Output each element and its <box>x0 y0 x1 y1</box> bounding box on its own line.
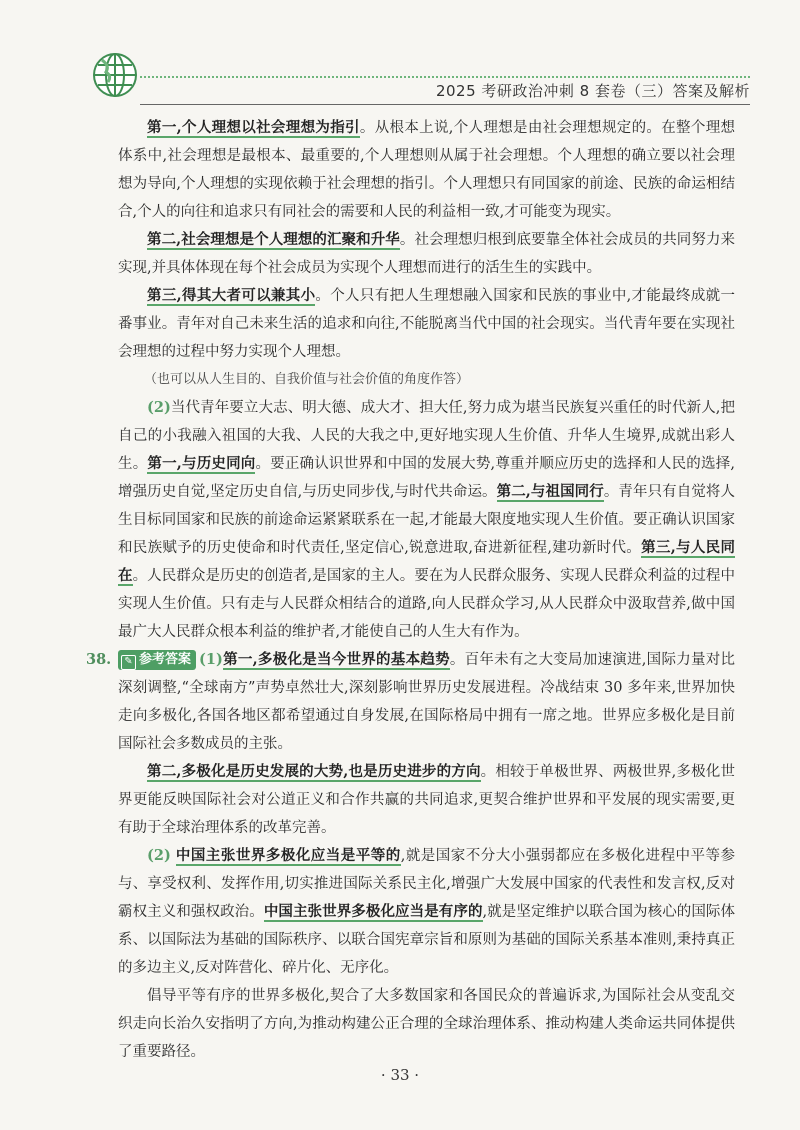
paragraph-text: 。百年未有之大变局加速演进,国际力量对比深刻调整,“全球南方”声势卓然壮大,深刻影响世界历史发展进程。冷战结束 30 多年来,世界加快走向多极化,各国各地区都希望通过自身发展,在国际格局中拥有一席之地。世界应多极化是目前国际社会多数成员的主张。 <box>118 652 736 752</box>
key-point: 第三,得其大者可以兼其小 <box>147 287 316 304</box>
sub-question-number: (2) <box>147 399 171 416</box>
paragraph <box>118 842 735 982</box>
key-point: 中国主张世界多极化应当是有序的 <box>263 903 483 920</box>
header-dotted-line <box>140 76 750 78</box>
paragraph-text: 。从根本上说,个人理想是由社会理想规定的。在整个理想体系中,社会理想是最根本、最重要的,个人理想则从属于社会理想。个人理想的确立要以社会理想为导向,个人理想的实现依赖于社会理想的指引。个人理想只有同国家的前途、民族的命运相结合,个人的向往和追求只有同社会的需要和人民的利益相一致,才可能变为现实。 <box>118 120 736 220</box>
paragraph-text: 倡导平等有序的世界多极化,契合了大多数国家和各国民众的普遍诉求,为国际社会从变乱交织走向长治久安指明了方向,为推动构建公正合理的全球治理体系、推动构建人类命运共同体提供了重要路径。 <box>118 988 735 1060</box>
key-point: 第二,与祖国同行 <box>496 483 604 500</box>
badge-label: 参考答案 <box>139 652 192 667</box>
key-point: 第二,多极化是历史发展的大势,也是历史进步的方向 <box>147 763 481 780</box>
key-point: 中国主张世界多极化应当是平等的 <box>175 847 401 864</box>
globe-logo-icon <box>92 52 138 98</box>
page-number: · 33 · <box>380 1066 420 1084</box>
key-point: 第三,与人民同在 <box>118 539 735 584</box>
paragraph <box>118 982 735 1066</box>
reference-answer-badge <box>118 650 196 670</box>
paragraph <box>118 394 735 646</box>
paragraph-text: 。要正确认识世界和中国的发展大势,尊重并顺应历史的选择和人民的选择,增强历史自觉,坚定历史自信,与历史同步伐,与时代共命运。 <box>118 456 735 500</box>
paragraph-text: 。社会理想归根到底要靠全体社会成员的共同努力来实现,并具体体现在每个社会成员为实现个人理想而进行的活生生的实践中。 <box>118 232 736 276</box>
paragraph-text: ,就是国家不分大小强弱都应在多极化进程中平等参与、享受权利、发挥作用,切实推进国际关系民主化,增强广大发展中国家的代表性和发言权,反对霸权主义和强权政治。 <box>118 848 736 920</box>
paragraph-text: 。青年只有自觉将人生目标同国家和民族的前途命运紧紧联系在一起,才能最大限度地实现人生价值。要正确认识国家和民族赋予的历史使命和时代责任,坚定信心,锐意进取,奋进新征程,建功新时代。 <box>118 484 735 556</box>
answer-note: （也可以从人生目的、自我价值与社会价值的角度作答） <box>144 372 470 387</box>
page-header <box>0 0 800 110</box>
header-rule <box>140 104 750 105</box>
pencil-icon: ✎ <box>121 655 136 670</box>
key-point: 第二,社会理想是个人理想的汇聚和升华 <box>147 231 400 248</box>
question-number: 38. <box>86 651 112 668</box>
paragraph <box>118 114 735 226</box>
key-point: 第一,与历史同向 <box>147 455 256 472</box>
paragraph-text: 。人民群众是历史的创造者,是国家的主人。要在为人民群众服务、实现人民群众利益的过程中实现人生价值。只有走与人民群众相结合的道路,向人民群众学习,从人民群众中汲取营养,做中国最广大人民群众根本利益的维护者,才能使自己的人生大有作为。 <box>118 568 736 640</box>
key-point: 第一,多极化是当今世界的基本趋势 <box>222 651 450 668</box>
sub-question-number: (1) <box>199 651 223 668</box>
paragraph-text: 当代青年要立大志、明大德、成大才、担大任,努力成为堪当民族复兴重任的时代新人,把自己的小我融入祖国的大我、人民的大我之中,更好地实现人生价值、升华人生境界,成就出彩人生。 <box>118 400 735 472</box>
paragraph <box>118 226 735 282</box>
paragraph <box>118 758 735 842</box>
key-point: 第一,个人理想以社会理想为指引 <box>147 119 360 136</box>
question-38-answer <box>86 646 736 758</box>
paragraph-text: 。相较于单极世界、两极世界,多极化世界更能反映国际社会对公道正义和合作共赢的共同追求,更契合维护世界和平发展的现实需要,更有助于全球治理体系的改革完善。 <box>118 764 735 836</box>
header-title: 2025 考研政治冲刺 8 套卷（三）答案及解析 <box>435 82 750 100</box>
paragraph-text: ,就是坚定维护以联合国为核心的国际体系、以国际法为基础的国际秩序、以联合国宪章宗旨和原则为基础的国际关系基本准则,秉持真正的多边主义,反对阵营化、碎片化、无序化。 <box>118 904 736 976</box>
answer-content <box>86 114 736 1066</box>
sub-question-number: (2) <box>147 847 171 864</box>
paragraph <box>118 282 735 366</box>
paragraph-text: 。个人只有把人生理想融入国家和民族的事业中,才能最终成就一番事业。青年对自己未来生活的追求和向往,不能脱离当代中国的社会现实。当代青年要在实现社会理想的过程中努力实现个人理想。 <box>118 288 735 360</box>
